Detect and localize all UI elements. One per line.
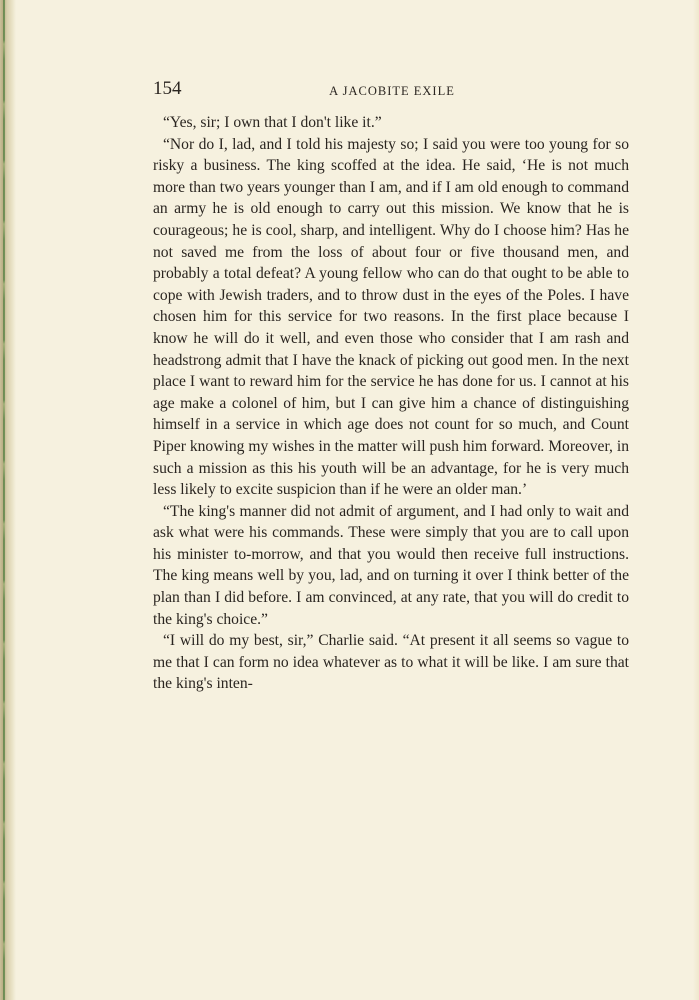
book-binding-edge xyxy=(0,0,16,1000)
page-header xyxy=(153,78,631,102)
paragraph: “The king's manner did not admit of argument, and I had only to wait and ask what were his commands. These were simply that you are to call upon his minister to-morrow, and that you would then receive full instructions. The king means well by you, lad, and on turning it over I think better of the plan than I did before. I am convinced, at any rate, that you will do credit to the king's choice.” xyxy=(153,502,629,628)
page-edge xyxy=(693,0,699,1000)
body-text xyxy=(153,112,629,695)
running-head: A JACOBITE EXILE xyxy=(329,84,455,98)
paragraph: “Yes, sir; I own that I don't like it.” xyxy=(163,114,382,131)
page-number: 154 xyxy=(153,78,182,99)
paragraph: “Nor do I, lad, and I told his majesty so; I said you were too young for so risky a business. The king scoffed at the idea. He said, ‘He is not much more than two years younger than I am, and if I am old enough to command an army he is old enough to carry out this mission. We know that he is courageous; he is cool, sharp, and intelligent. Why do I choose him? Has he not saved me from the loss of about four or five thousand men, and probably a total defeat? A young fellow who can do that ought to be able to cope with Jewish traders, and to throw dust in the eyes of the Poles. I have chosen him for this service for two reasons. In the first place because I know he will do it well, and even those who consider that I am rash and headstrong admit that I have the knack of picking out good men. In the next place I want to reward him for the service he has done for us. I cannot at his age make a colonel of him, but I can give him a chance of distinguishing himself in a service in which age does not count for so much, and Count Piper knowing my wishes in the matter will push him forward. Moreover, in such a mission as this his youth will be an advantage, for he is very much less likely to excite suspicion than if he were an older man.’ xyxy=(153,135,629,499)
paragraph: “I will do my best, sir,” Charlie said. “At present it all seems so vague to me that I can form no idea whatever as to what it will be like. I am sure that the king's inten- xyxy=(153,632,629,693)
